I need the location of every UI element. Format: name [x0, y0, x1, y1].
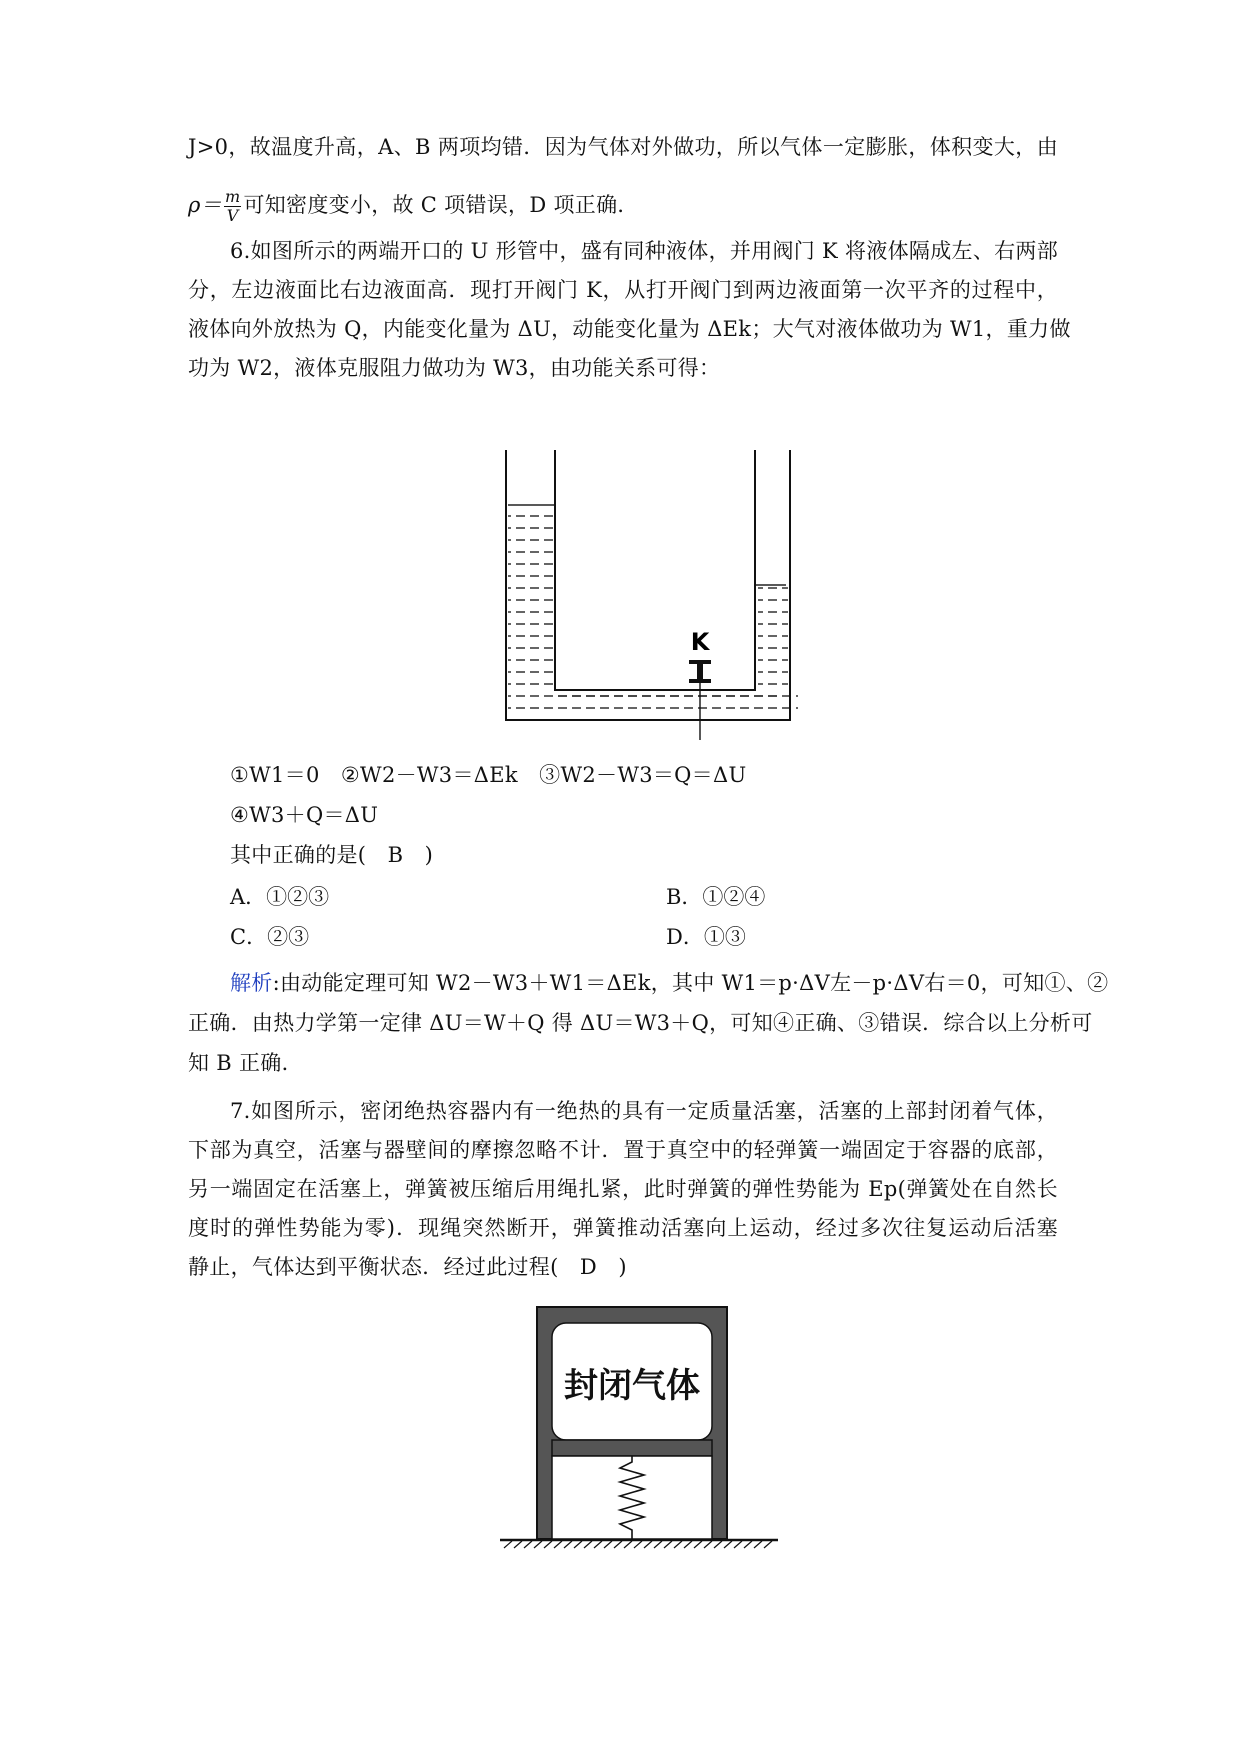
q6-option-d[interactable]: D．①③: [666, 925, 746, 949]
analysis-line-1-text: :由动能定理可知 W2－W3＋W1＝ΔEk，其中 W1＝p·ΔV左－p·ΔV右＝0，可知①、②: [272, 971, 1109, 995]
q6-option-a[interactable]: A．①②③: [230, 885, 330, 909]
q6-option-c[interactable]: C．②③: [230, 925, 310, 949]
gas-label: 封闭气体: [564, 1366, 700, 1406]
valve-k: [689, 628, 711, 740]
u-tube-figure: [500, 450, 800, 745]
q6-line-4: 功为 W2，液体克服阻力做功为 W3，由功能关系可得：: [188, 356, 721, 380]
intro-line-2-text: 可知密度变小，故 C 项错误，D 项正确．: [243, 193, 639, 217]
left-liquid-column: [508, 505, 555, 695]
q6-analysis-line-2: 正确．由热力学第一定律 ΔU＝W＋Q 得 ΔU＝W3＋Q，可知④正确、③错误．综合以上分析可: [188, 1011, 1093, 1035]
q6-line-2: 分，左边液面比右边液面高．现打开阀门 K，从打开阀门到两边液面第一次平齐的过程中，: [188, 278, 1058, 302]
q6-statements-2: ④W3＋Q＝ΔU: [230, 803, 379, 827]
q7-line-2: 下部为真空，活塞与器壁间的摩擦忽略不计．置于真空中的轻弹簧一端固定于容器的底部，: [188, 1138, 1058, 1162]
valve-label: K: [690, 628, 710, 656]
q6-analysis-line-1: [230, 968, 1109, 998]
q6-analysis-line-3: 知 B 正确．: [188, 1051, 303, 1075]
piston-container-figure: [500, 1305, 780, 1555]
analysis-label: 解析: [230, 971, 273, 995]
intro-line-1: J>0，故温度升高，A、B 两项均错．因为气体对外做功，所以气体一定膨胀，体积变大，由: [188, 135, 1058, 159]
q6-line-3: 液体向外放热为 Q，内能变化量为 ΔU，动能变化量为 ΔEk；大气对液体做功为 W1，重力做: [188, 317, 1071, 341]
q6-statements-1: ①W1＝0 ②W2－W3＝ΔEk ③W2－W3＝Q＝ΔU: [230, 763, 747, 787]
q7-line-1: 7.如图所示，密闭绝热容器内有一绝热的具有一定质量活塞，活塞的上部封闭着气体，: [230, 1099, 1058, 1123]
q6-prompt: 其中正确的是( B ): [230, 843, 434, 867]
intro-line-2: [188, 188, 1058, 225]
q6-option-b[interactable]: B．①②④: [666, 885, 766, 909]
fraction-denominator: V: [226, 206, 239, 225]
q7-line-3: 另一端固定在活塞上，弹簧被压缩后用绳扎紧，此时弹簧的弹性势能为 Ep(弹簧处在自然长: [188, 1177, 1058, 1201]
q7-line-5: 静止，气体达到平衡状态．经过此过程( D ): [188, 1255, 627, 1279]
vacuum-chamber: [552, 1456, 712, 1539]
piston: [552, 1440, 712, 1456]
bottom-liquid-upper: [555, 693, 780, 705]
q7-line-4: 度时的弹性势能为零)．现绳突然断开，弹簧推动活塞向上运动，经过多次往复运动后活塞: [188, 1216, 1058, 1240]
mass-over-volume-fraction: [224, 188, 241, 225]
q6-line-1: 6.如图所示的两端开口的 U 形管中，盛有同种液体，并用阀门 K 将液体隔成左、右两部: [230, 239, 1059, 263]
density-formula-lhs: ρ＝: [188, 193, 222, 217]
ground-hatching: [504, 1541, 772, 1548]
u-tube-inner-wall: [555, 450, 755, 690]
fraction-numerator: m: [224, 187, 241, 206]
right-liquid-column: [758, 585, 788, 695]
